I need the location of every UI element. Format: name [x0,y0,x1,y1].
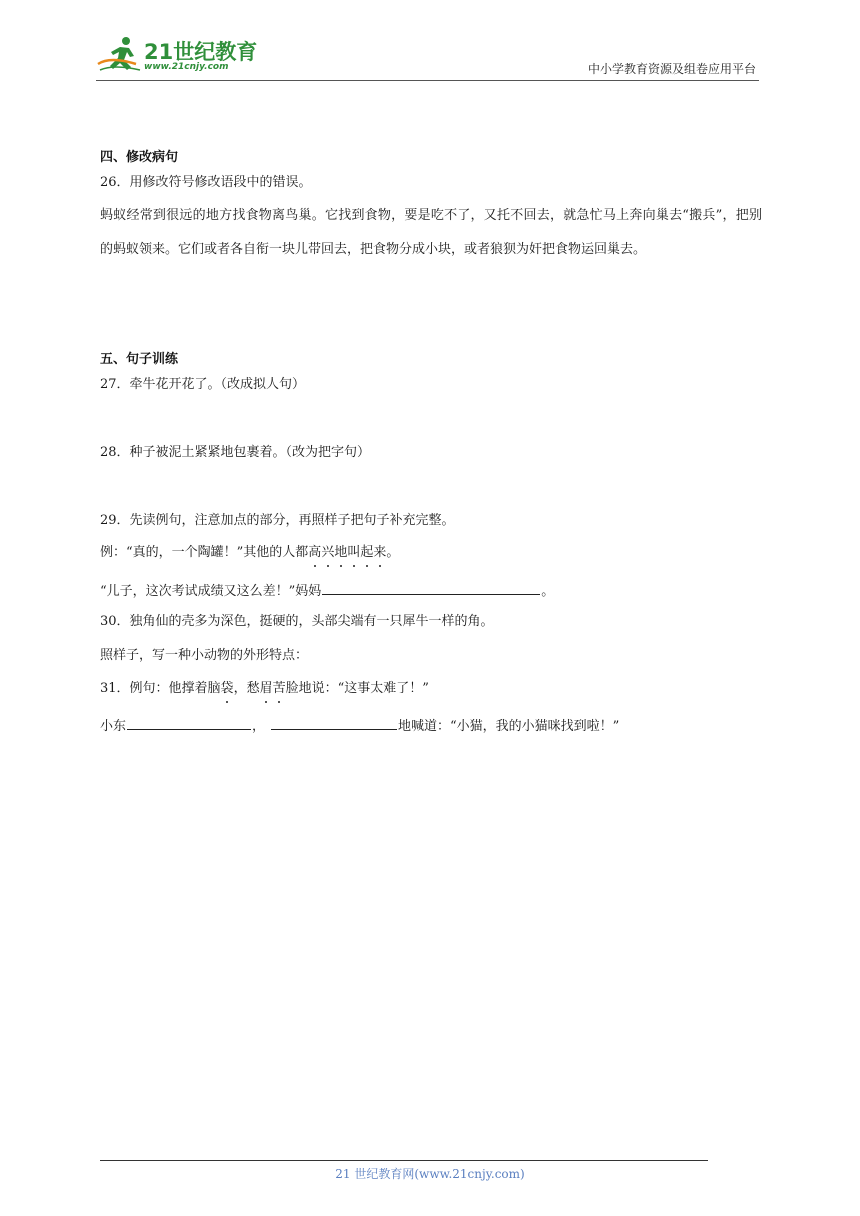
footer-divider [100,1160,708,1161]
question-29-fill [100,582,554,600]
question-26-passage: 蚂蚁经常到很远的地方找食物离鸟巢。它找到食物，要是吃不了，又托不回去，就急忙马上奔向巢去“搬兵”，把别的蚂蚁领来。它们或者各自衔一块儿带回去，把食物分成小块，或者狼狈为奸把食物运回巢去。 [100,208,762,257]
site-logo [96,34,266,80]
fill-text: 。 [541,584,555,599]
dotted-char: 地 [334,545,348,560]
footer-text: 21 世纪教育网(www.21cnjy.com) [335,1167,525,1181]
question-30-instruction: 照样子，写一种小动物的外形特点： [100,648,309,663]
runner-logo-icon [96,34,142,74]
dotted-char: 兴 [321,545,335,560]
dotted-char: 高 [308,545,322,560]
example-text: 31．例句：他撑着脑 [100,681,221,696]
platform-label: 中小学教育资源及组卷应用平台 [587,62,756,76]
example-text: ，愁 [233,681,260,696]
question-30-prompt: 30．独角仙的壳多为深色，挺硬的，头部尖端有一只犀牛一样的角。 [100,614,494,629]
question-29-example [100,545,399,561]
example-text: 。 [386,545,400,560]
answer-blank[interactable] [322,582,540,595]
fill-text: 地喊道：“小猫，我的小猫咪找到啦！” [398,719,620,734]
example-text: 例：“真的，一个陶罐！”其他的人都 [100,545,309,560]
question-29-prompt: 29．先读例句，注意加点的部分，再照样子把句子补充完整。 [100,513,455,528]
answer-blank[interactable] [271,717,397,730]
section-title-revise: 四、修改病句 [100,150,179,165]
dotted-char: 来 [373,545,387,560]
logo-url: www.21cnjy.com [144,62,229,72]
question-31-fill [100,717,619,735]
question-26-prompt: 26．用修改符号修改语段中的错误。 [100,175,312,190]
answer-blank[interactable] [127,717,251,730]
fill-text: “儿子，这次考试成绩又这么差！”妈妈 [100,584,322,599]
dotted-char: 苦 [272,681,286,696]
fill-text: ， [252,719,266,734]
question-28: 28．种子被泥土紧紧地包裹着。（改为把字句） [100,445,371,460]
dotted-char: 眉 [259,681,273,696]
dotted-char: 袋 [220,681,234,696]
question-27: 27．牵牛花开花了。（改成拟人句） [100,377,306,392]
section-title-sentence-training: 五、句子训练 [100,352,179,367]
dotted-char: 叫 [347,545,361,560]
dotted-char: 起 [360,545,374,560]
example-text: 脸地说：“这事太难了！” [285,681,429,696]
logo-text: 21世纪教育 [144,40,258,64]
question-31-example [100,681,429,697]
header-divider [96,80,759,81]
fill-text: 小东 [100,719,127,734]
